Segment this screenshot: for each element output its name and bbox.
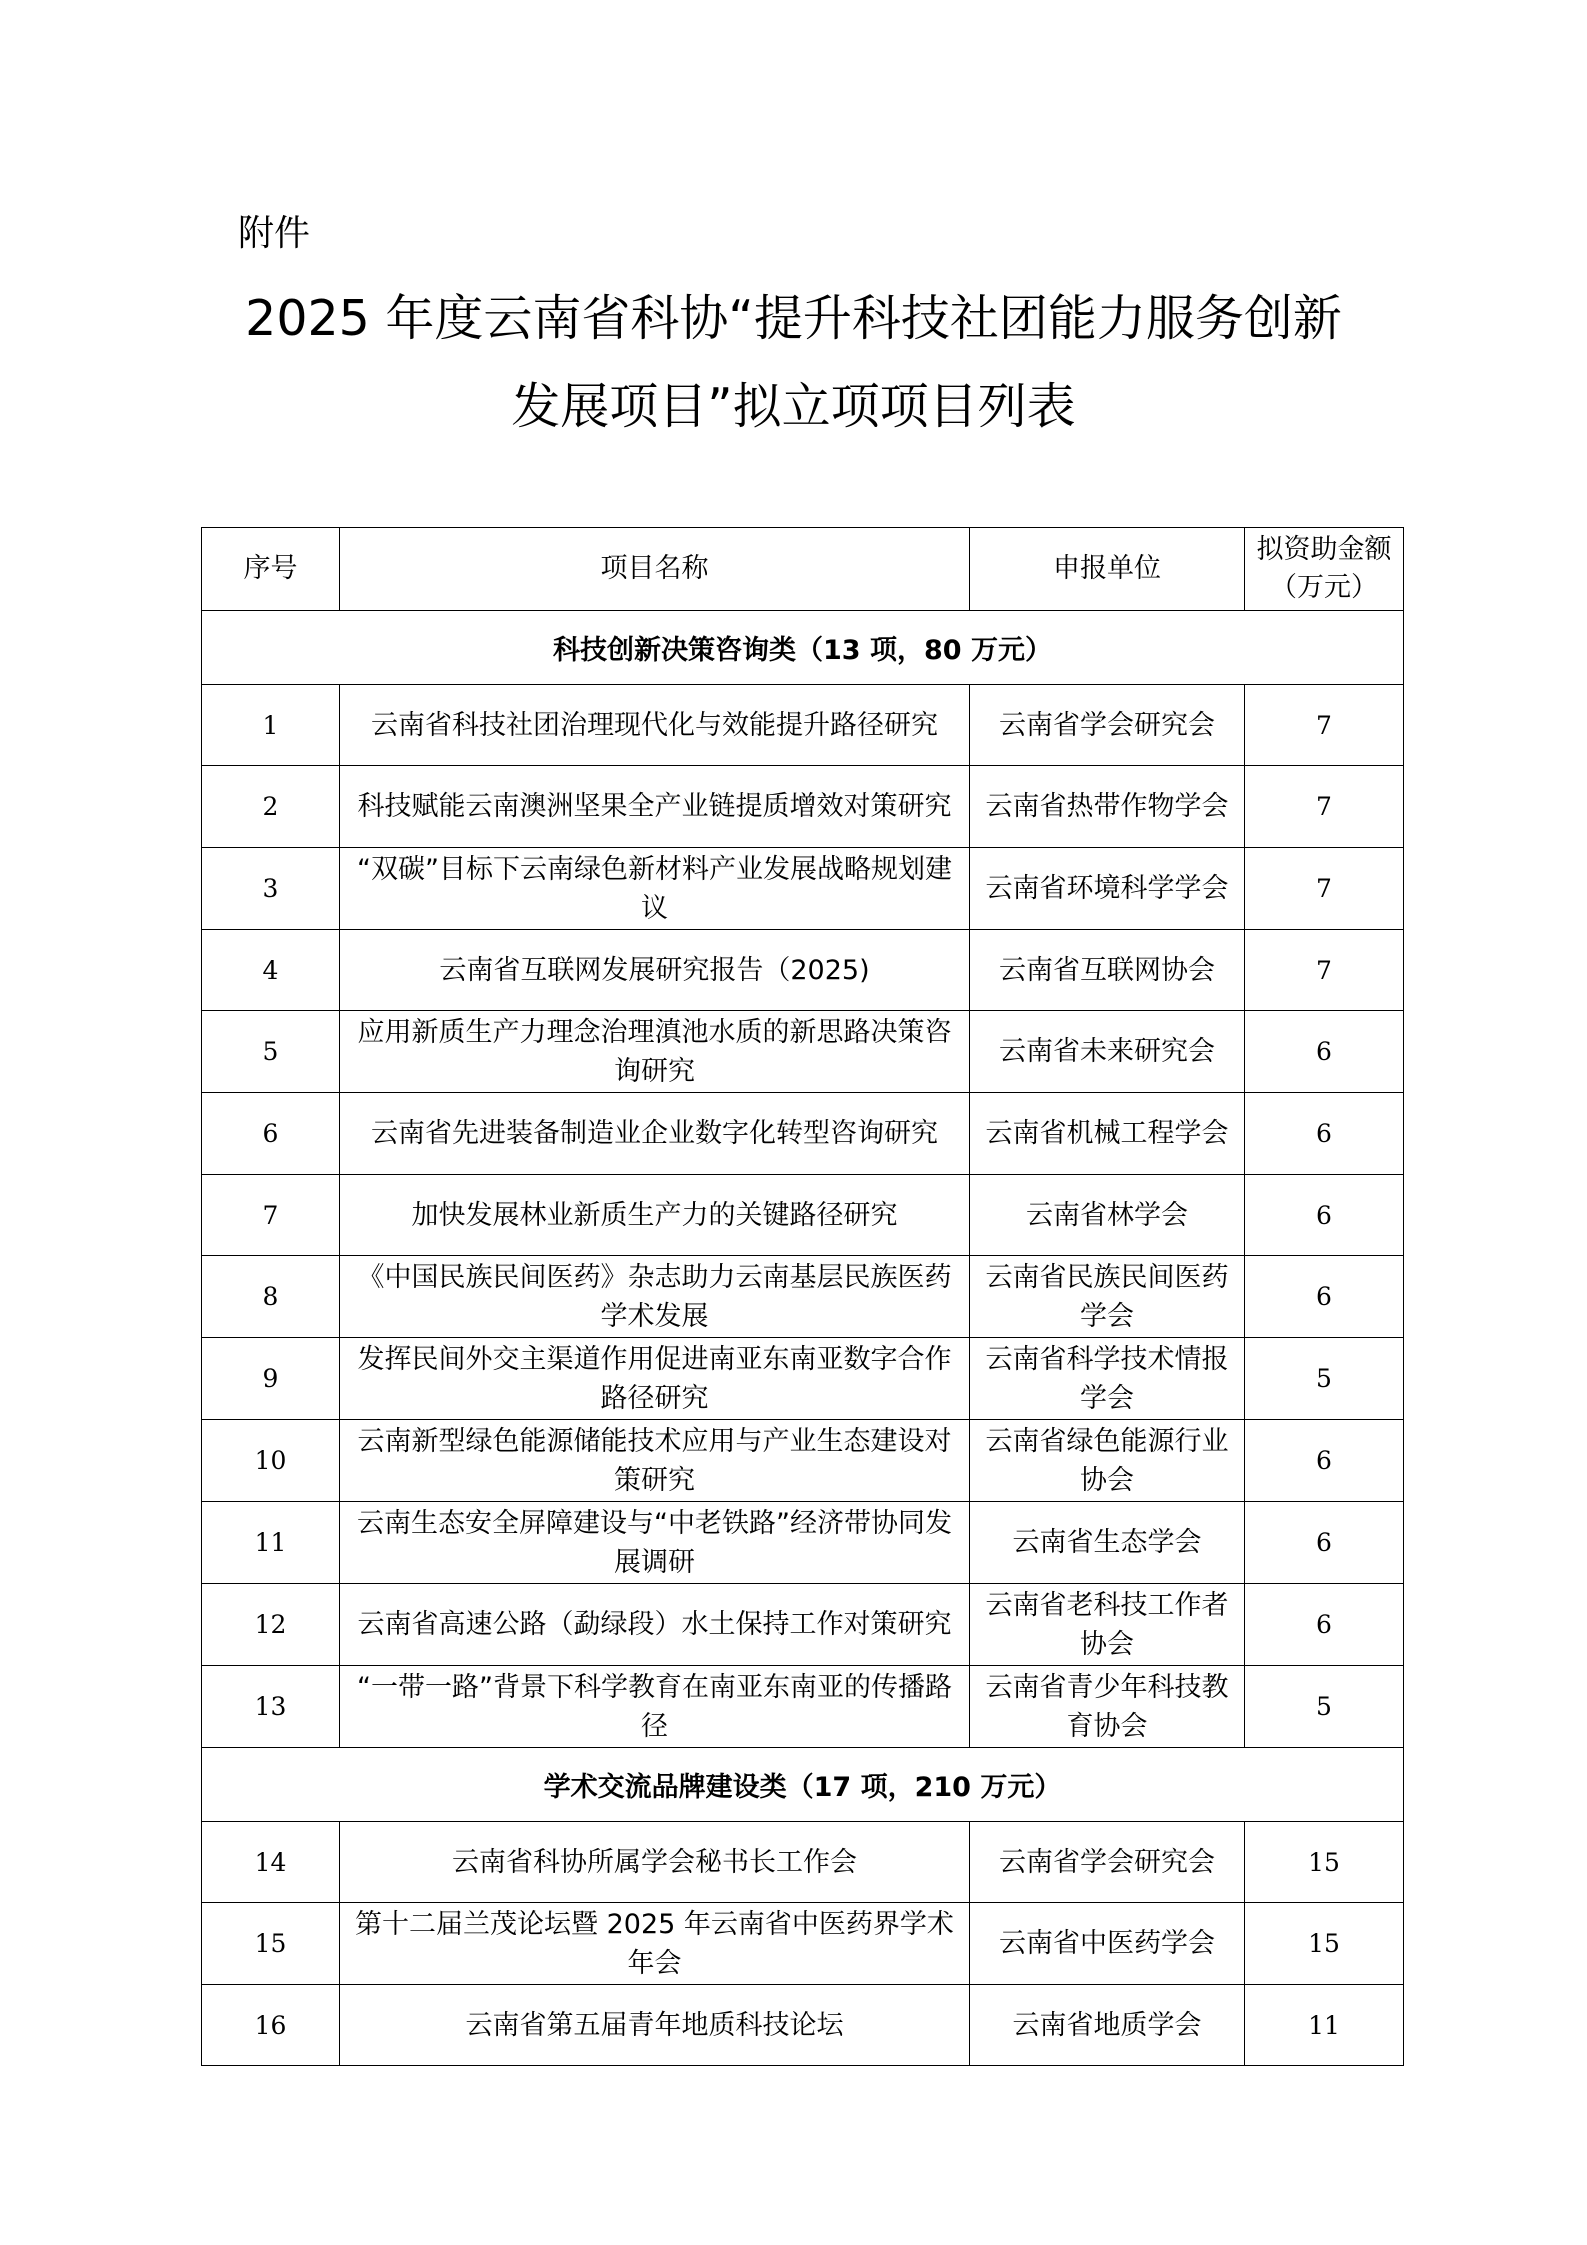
project-name: 云南省先进装备制造业企业数字化转型咨询研究 [340,1093,970,1175]
applicant-unit: 云南省科学技术情报学会 [970,1338,1245,1420]
table-row [202,1584,1404,1666]
funding-amount: 11 [1245,1985,1404,2066]
header-index: 序号 [202,528,340,611]
project-name: “双碳”目标下云南绿色新材料产业发展战略规划建议 [340,848,970,930]
applicant-unit: 云南省民族民间医药学会 [970,1256,1245,1338]
funding-amount: 6 [1245,1584,1404,1666]
funding-amount: 7 [1245,685,1404,766]
row-index: 14 [202,1822,340,1903]
row-index: 4 [202,930,340,1011]
funding-amount: 6 [1245,1256,1404,1338]
table-row [202,1985,1404,2066]
table-row [202,1420,1404,1502]
funding-amount: 7 [1245,848,1404,930]
table-row [202,1903,1404,1985]
table-row [202,1011,1404,1093]
row-index: 3 [202,848,340,930]
table-row [202,1093,1404,1175]
project-name: 云南省科技社团治理现代化与效能提升路径研究 [340,685,970,766]
funding-amount: 15 [1245,1903,1404,1985]
project-name: 云南省高速公路（勐绿段）水土保持工作对策研究 [340,1584,970,1666]
funding-amount: 6 [1245,1502,1404,1584]
applicant-unit: 云南省林学会 [970,1175,1245,1256]
row-index: 8 [202,1256,340,1338]
table-row [202,848,1404,930]
applicant-unit: 云南省互联网协会 [970,930,1245,1011]
category-label: 科技创新决策咨询类（13 项，80 万元） [202,611,1404,685]
row-index: 9 [202,1338,340,1420]
funding-amount: 6 [1245,1420,1404,1502]
applicant-unit: 云南省青少年科技教育协会 [970,1666,1245,1748]
applicant-unit: 云南省生态学会 [970,1502,1245,1584]
applicant-unit: 云南省热带作物学会 [970,766,1245,848]
table-row [202,1822,1404,1903]
header-project-name: 项目名称 [340,528,970,611]
project-name: 发挥民间外交主渠道作用促进南亚东南亚数字合作路径研究 [340,1338,970,1420]
row-index: 5 [202,1011,340,1093]
table-header-row [202,528,1404,611]
funding-amount: 5 [1245,1338,1404,1420]
applicant-unit: 云南省中医药学会 [970,1903,1245,1985]
project-name: 云南省第五届青年地质科技论坛 [340,1985,970,2066]
applicant-unit: 云南省老科技工作者协会 [970,1584,1245,1666]
applicant-unit: 云南省绿色能源行业协会 [970,1420,1245,1502]
applicant-unit: 云南省机械工程学会 [970,1093,1245,1175]
funding-amount: 5 [1245,1666,1404,1748]
project-name: 应用新质生产力理念治理滇池水质的新思路决策咨询研究 [340,1011,970,1093]
row-index: 13 [202,1666,340,1748]
applicant-unit: 云南省未来研究会 [970,1011,1245,1093]
funding-amount: 6 [1245,1175,1404,1256]
project-table [201,527,1404,2066]
table-row [202,1502,1404,1584]
row-index: 1 [202,685,340,766]
table-row [202,1175,1404,1256]
table-row [202,1338,1404,1420]
row-index: 12 [202,1584,340,1666]
table-row [202,1666,1404,1748]
applicant-unit: 云南省地质学会 [970,1985,1245,2066]
category-row [202,1748,1404,1822]
funding-amount: 7 [1245,766,1404,848]
project-name: 科技赋能云南澳洲坚果全产业链提质增效对策研究 [340,766,970,848]
row-index: 7 [202,1175,340,1256]
row-index: 6 [202,1093,340,1175]
project-name: 云南新型绿色能源储能技术应用与产业生态建设对策研究 [340,1420,970,1502]
row-index: 15 [202,1903,340,1985]
row-index: 2 [202,766,340,848]
applicant-unit: 云南省环境科学学会 [970,848,1245,930]
table-row [202,930,1404,1011]
document-title [0,275,1587,451]
header-applicant-unit: 申报单位 [970,528,1245,611]
funding-amount: 15 [1245,1822,1404,1903]
attachment-label: 附件 [238,213,311,254]
project-name: 加快发展林业新质生产力的关键路径研究 [340,1175,970,1256]
project-name: 云南生态安全屏障建设与“中老铁路”经济带协同发展调研 [340,1502,970,1584]
project-name: “一带一路”背景下科学教育在南亚东南亚的传播路径 [340,1666,970,1748]
category-label: 学术交流品牌建设类（17 项，210 万元） [202,1748,1404,1822]
document-title-line-1: 2025 年度云南省科协“提升科技社团能力服务创新 [245,290,1342,347]
project-name: 云南省互联网发展研究报告（2025) [340,930,970,1011]
applicant-unit: 云南省学会研究会 [970,685,1245,766]
row-index: 16 [202,1985,340,2066]
row-index: 11 [202,1502,340,1584]
funding-amount: 6 [1245,1011,1404,1093]
row-index: 10 [202,1420,340,1502]
project-name: 《中国民族民间医药》杂志助力云南基层民族医药学术发展 [340,1256,970,1338]
funding-amount: 6 [1245,1093,1404,1175]
category-row [202,611,1404,685]
document-title-line-2: 发展项目”拟立项项目列表 [511,378,1076,435]
project-name: 第十二届兰茂论坛暨 2025 年云南省中医药界学术年会 [340,1903,970,1985]
header-funding-amount: 拟资助金额（万元） [1245,528,1404,611]
table-row [202,685,1404,766]
funding-amount: 7 [1245,930,1404,1011]
table-row [202,766,1404,848]
table-row [202,1256,1404,1338]
project-name: 云南省科协所属学会秘书长工作会 [340,1822,970,1903]
applicant-unit: 云南省学会研究会 [970,1822,1245,1903]
